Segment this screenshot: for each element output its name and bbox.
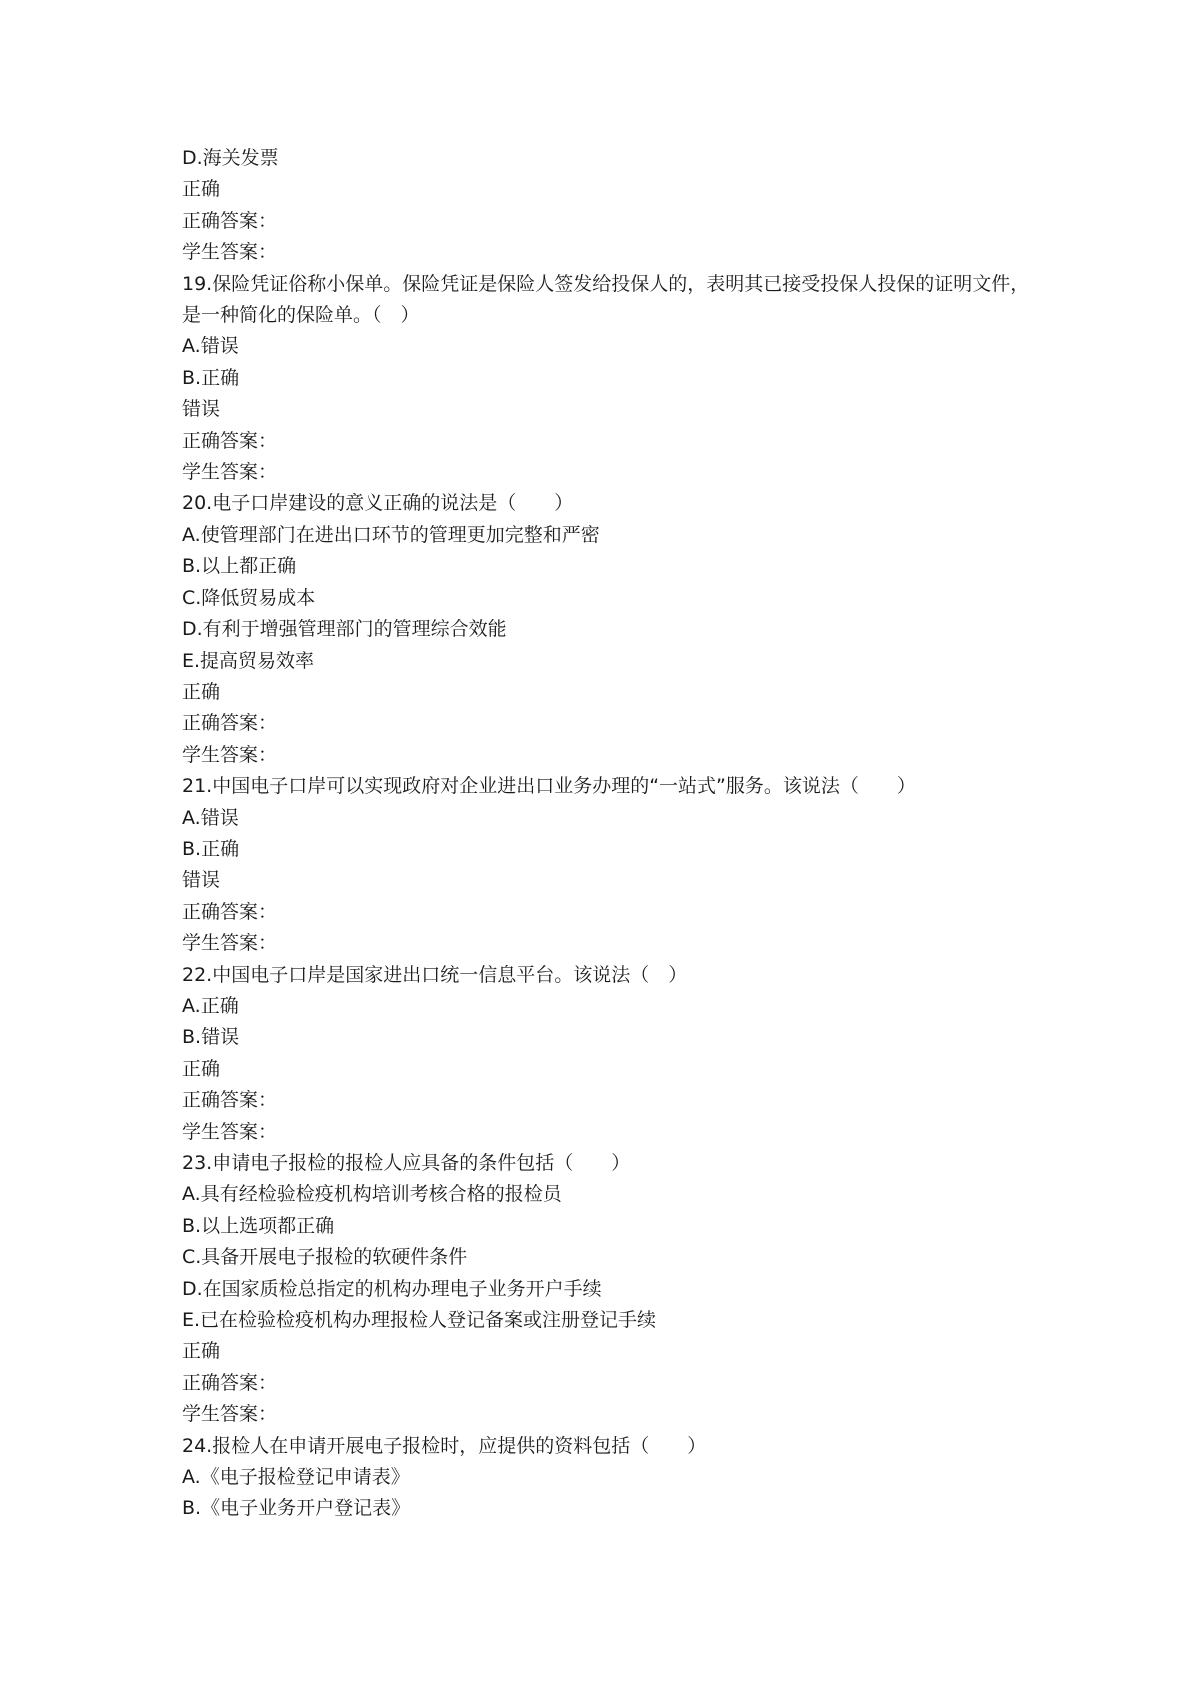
answer-value: 正确 bbox=[182, 1057, 221, 1080]
question-21: 21.中国电子口岸可以实现政府对企业进出口业务办理的“一站式”服务。该说法（ ） bbox=[182, 775, 916, 798]
student-answer-label: 学生答案： bbox=[182, 461, 278, 484]
answer-value: 正确 bbox=[182, 178, 221, 201]
option-text: A.《电子报检登记申请表》 bbox=[182, 1466, 410, 1489]
correct-answer-label: 正确答案： bbox=[182, 712, 278, 735]
question-19: 19.保险凭证俗称小保单。保险凭证是保险人签发给投保人的，表明其已接受投保人投保的证明文件，是一种简化的保险单。（ ） bbox=[182, 272, 1030, 327]
student-answer-label: 学生答案： bbox=[182, 932, 278, 955]
option-text: C.具备开展电子报检的软硬件条件 bbox=[182, 1246, 468, 1269]
question-22: 22.中国电子口岸是国家进出口统一信息平台。该说法（ ） bbox=[182, 963, 688, 986]
option-text: D.在国家质检总指定的机构办理电子业务开户手续 bbox=[182, 1277, 602, 1300]
option-text: B.以上都正确 bbox=[182, 555, 297, 578]
option-text: E.提高贸易效率 bbox=[182, 649, 315, 672]
option-text: D.海关发票 bbox=[182, 147, 279, 169]
question-20: 20.电子口岸建设的意义正确的说法是（ ） bbox=[182, 492, 574, 515]
document-body bbox=[182, 143, 1032, 1525]
answer-value: 正确 bbox=[182, 1340, 221, 1363]
option-text: E.已在检验检疫机构办理报检人登记备案或注册登记手续 bbox=[182, 1309, 657, 1332]
option-text: D.有利于增强管理部门的管理综合效能 bbox=[182, 618, 507, 641]
correct-answer-label: 正确答案： bbox=[182, 209, 278, 232]
option-text: A.具有经检验检疫机构培训考核合格的报检员 bbox=[182, 1183, 562, 1206]
option-text: B.错误 bbox=[182, 1026, 240, 1049]
option-text: C.降低贸易成本 bbox=[182, 586, 316, 609]
student-answer-label: 学生答案： bbox=[182, 1403, 278, 1426]
correct-answer-label: 正确答案： bbox=[182, 429, 278, 452]
option-text: A.正确 bbox=[182, 994, 239, 1017]
student-answer-label: 学生答案： bbox=[182, 241, 278, 264]
question-23: 23.申请电子报检的报检人应具备的条件包括（ ） bbox=[182, 1152, 631, 1174]
option-text: B.正确 bbox=[182, 366, 240, 389]
answer-value: 错误 bbox=[182, 398, 221, 421]
student-answer-label: 学生答案： bbox=[182, 743, 278, 766]
option-text: B.《电子业务开户登记表》 bbox=[182, 1497, 411, 1520]
option-text: A.错误 bbox=[182, 806, 239, 829]
option-text: A.使管理部门在进出口环节的管理更加完整和严密 bbox=[182, 523, 600, 546]
option-text: B.正确 bbox=[182, 837, 240, 860]
correct-answer-label: 正确答案： bbox=[182, 900, 278, 923]
answer-value: 错误 bbox=[182, 869, 221, 892]
question-24: 24.报检人在申请开展电子报检时，应提供的资料包括（ ） bbox=[182, 1434, 707, 1457]
option-text: B.以上选项都正确 bbox=[182, 1214, 335, 1237]
correct-answer-label: 正确答案： bbox=[182, 1089, 278, 1112]
answer-value: 正确 bbox=[182, 680, 221, 703]
student-answer-label: 学生答案： bbox=[182, 1120, 278, 1143]
correct-answer-label: 正确答案： bbox=[182, 1371, 278, 1394]
option-text: A.错误 bbox=[182, 335, 239, 358]
